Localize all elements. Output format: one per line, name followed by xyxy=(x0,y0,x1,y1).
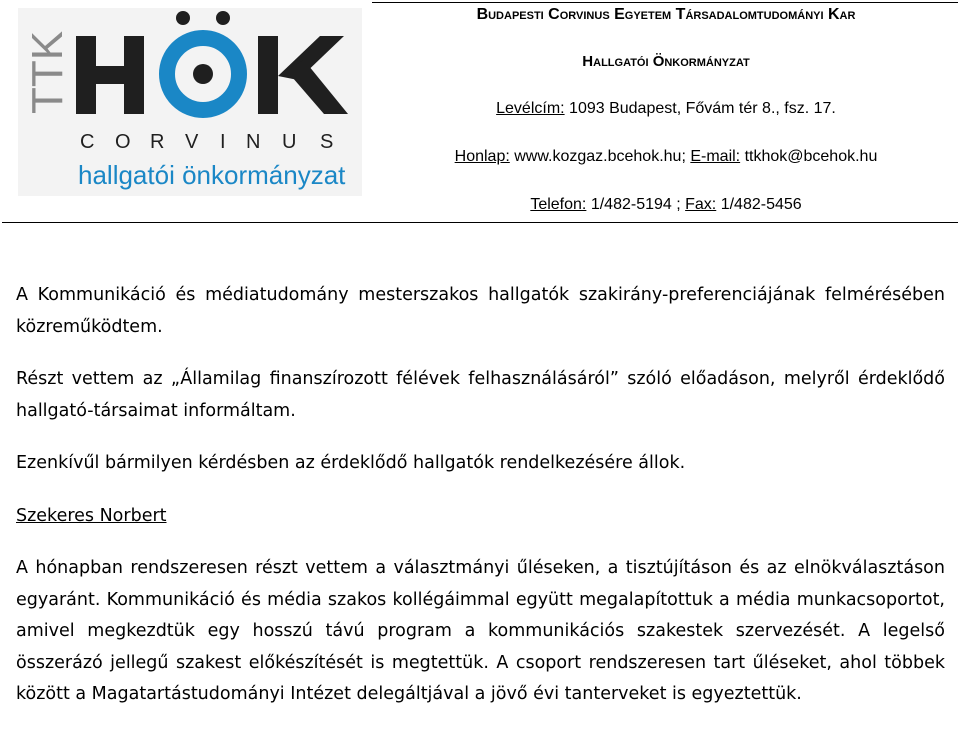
homepage-label: Honlap: xyxy=(454,148,510,165)
svg-text:S: S xyxy=(320,131,334,153)
phone-line xyxy=(372,196,960,214)
university-name: Budapesti Corvinus Egyetem Társadalomtudományi Kar xyxy=(476,6,856,23)
signature-name xyxy=(16,501,945,533)
fax-value: 1/482-5456 xyxy=(716,196,802,213)
address-line xyxy=(372,100,960,118)
header-bottom-rule xyxy=(2,222,958,223)
ttk-hok-corvinus-logo xyxy=(18,8,362,196)
paragraph-activities: A hónapban rendszeresen részt vettem a választmányi űléseken, a tisztújításon és az elnökválasztáson egyaránt. Kommunikáció és média szakos kollégáimmal együtt megalapítottuk a média munkacsoportot, amivel megkezdtük egy hosszú távú program a kommunikációs szakestek szervezését. A legelső összerázó jellegű szakest előkészítését is megtettük. A csoport rendszeresen tart űléseket, ahol többek között a Magatartástudományi Intézet delegáltjával a jövő évi tanterveket is egyeztettük. xyxy=(16,558,945,704)
address-value: 1093 Budapest, Fővám tér 8., fsz. 17. xyxy=(564,100,836,117)
paragraph-availability: Ezenkívűl bármilyen kérdésben az érdeklődő hallgatók rendelkezésére állok. xyxy=(16,453,686,473)
fax-label: Fax: xyxy=(685,196,717,213)
document-body xyxy=(16,280,945,711)
svg-text:I: I xyxy=(220,131,226,153)
svg-text:U: U xyxy=(282,131,297,153)
phone-label: Telefon: xyxy=(530,196,587,213)
svg-text:N: N xyxy=(246,131,261,153)
svg-text:C: C xyxy=(80,131,95,153)
svg-text:V: V xyxy=(185,131,199,153)
phone-value: 1/482-5194 ; xyxy=(586,196,686,213)
paragraph-lecture: Részt vettem az „Államilag finanszírozott félévek felhasználásáról” szóló előadáson, melyről érdeklődő hallgató-társaimat informáltam. xyxy=(16,369,945,421)
header-top-rule xyxy=(372,2,958,3)
email-label: E-mail: xyxy=(690,148,741,165)
paragraph-survey: A Kommunikáció és médiatudomány mesterszakos hallgatók szakirány-preferenciájának felmérésében közreműködtem. xyxy=(16,285,945,337)
svg-text:R: R xyxy=(150,131,165,153)
logo-subtitle: hallgatói önkormányzat xyxy=(78,160,346,190)
homepage-value[interactable]: www.kozgaz.bcehok.hu; xyxy=(509,148,691,165)
logo-side-text: TTK xyxy=(23,30,72,114)
email-value[interactable]: ttkhok@bcehok.hu xyxy=(740,148,878,165)
letterhead xyxy=(0,0,960,224)
svg-text:O: O xyxy=(115,131,131,153)
signature-text: Szekeres Norbert xyxy=(16,505,167,526)
web-line xyxy=(372,148,960,166)
address-label: Levélcím: xyxy=(496,100,565,117)
hok-name: Hallgatói Önkormányzat xyxy=(582,53,750,70)
